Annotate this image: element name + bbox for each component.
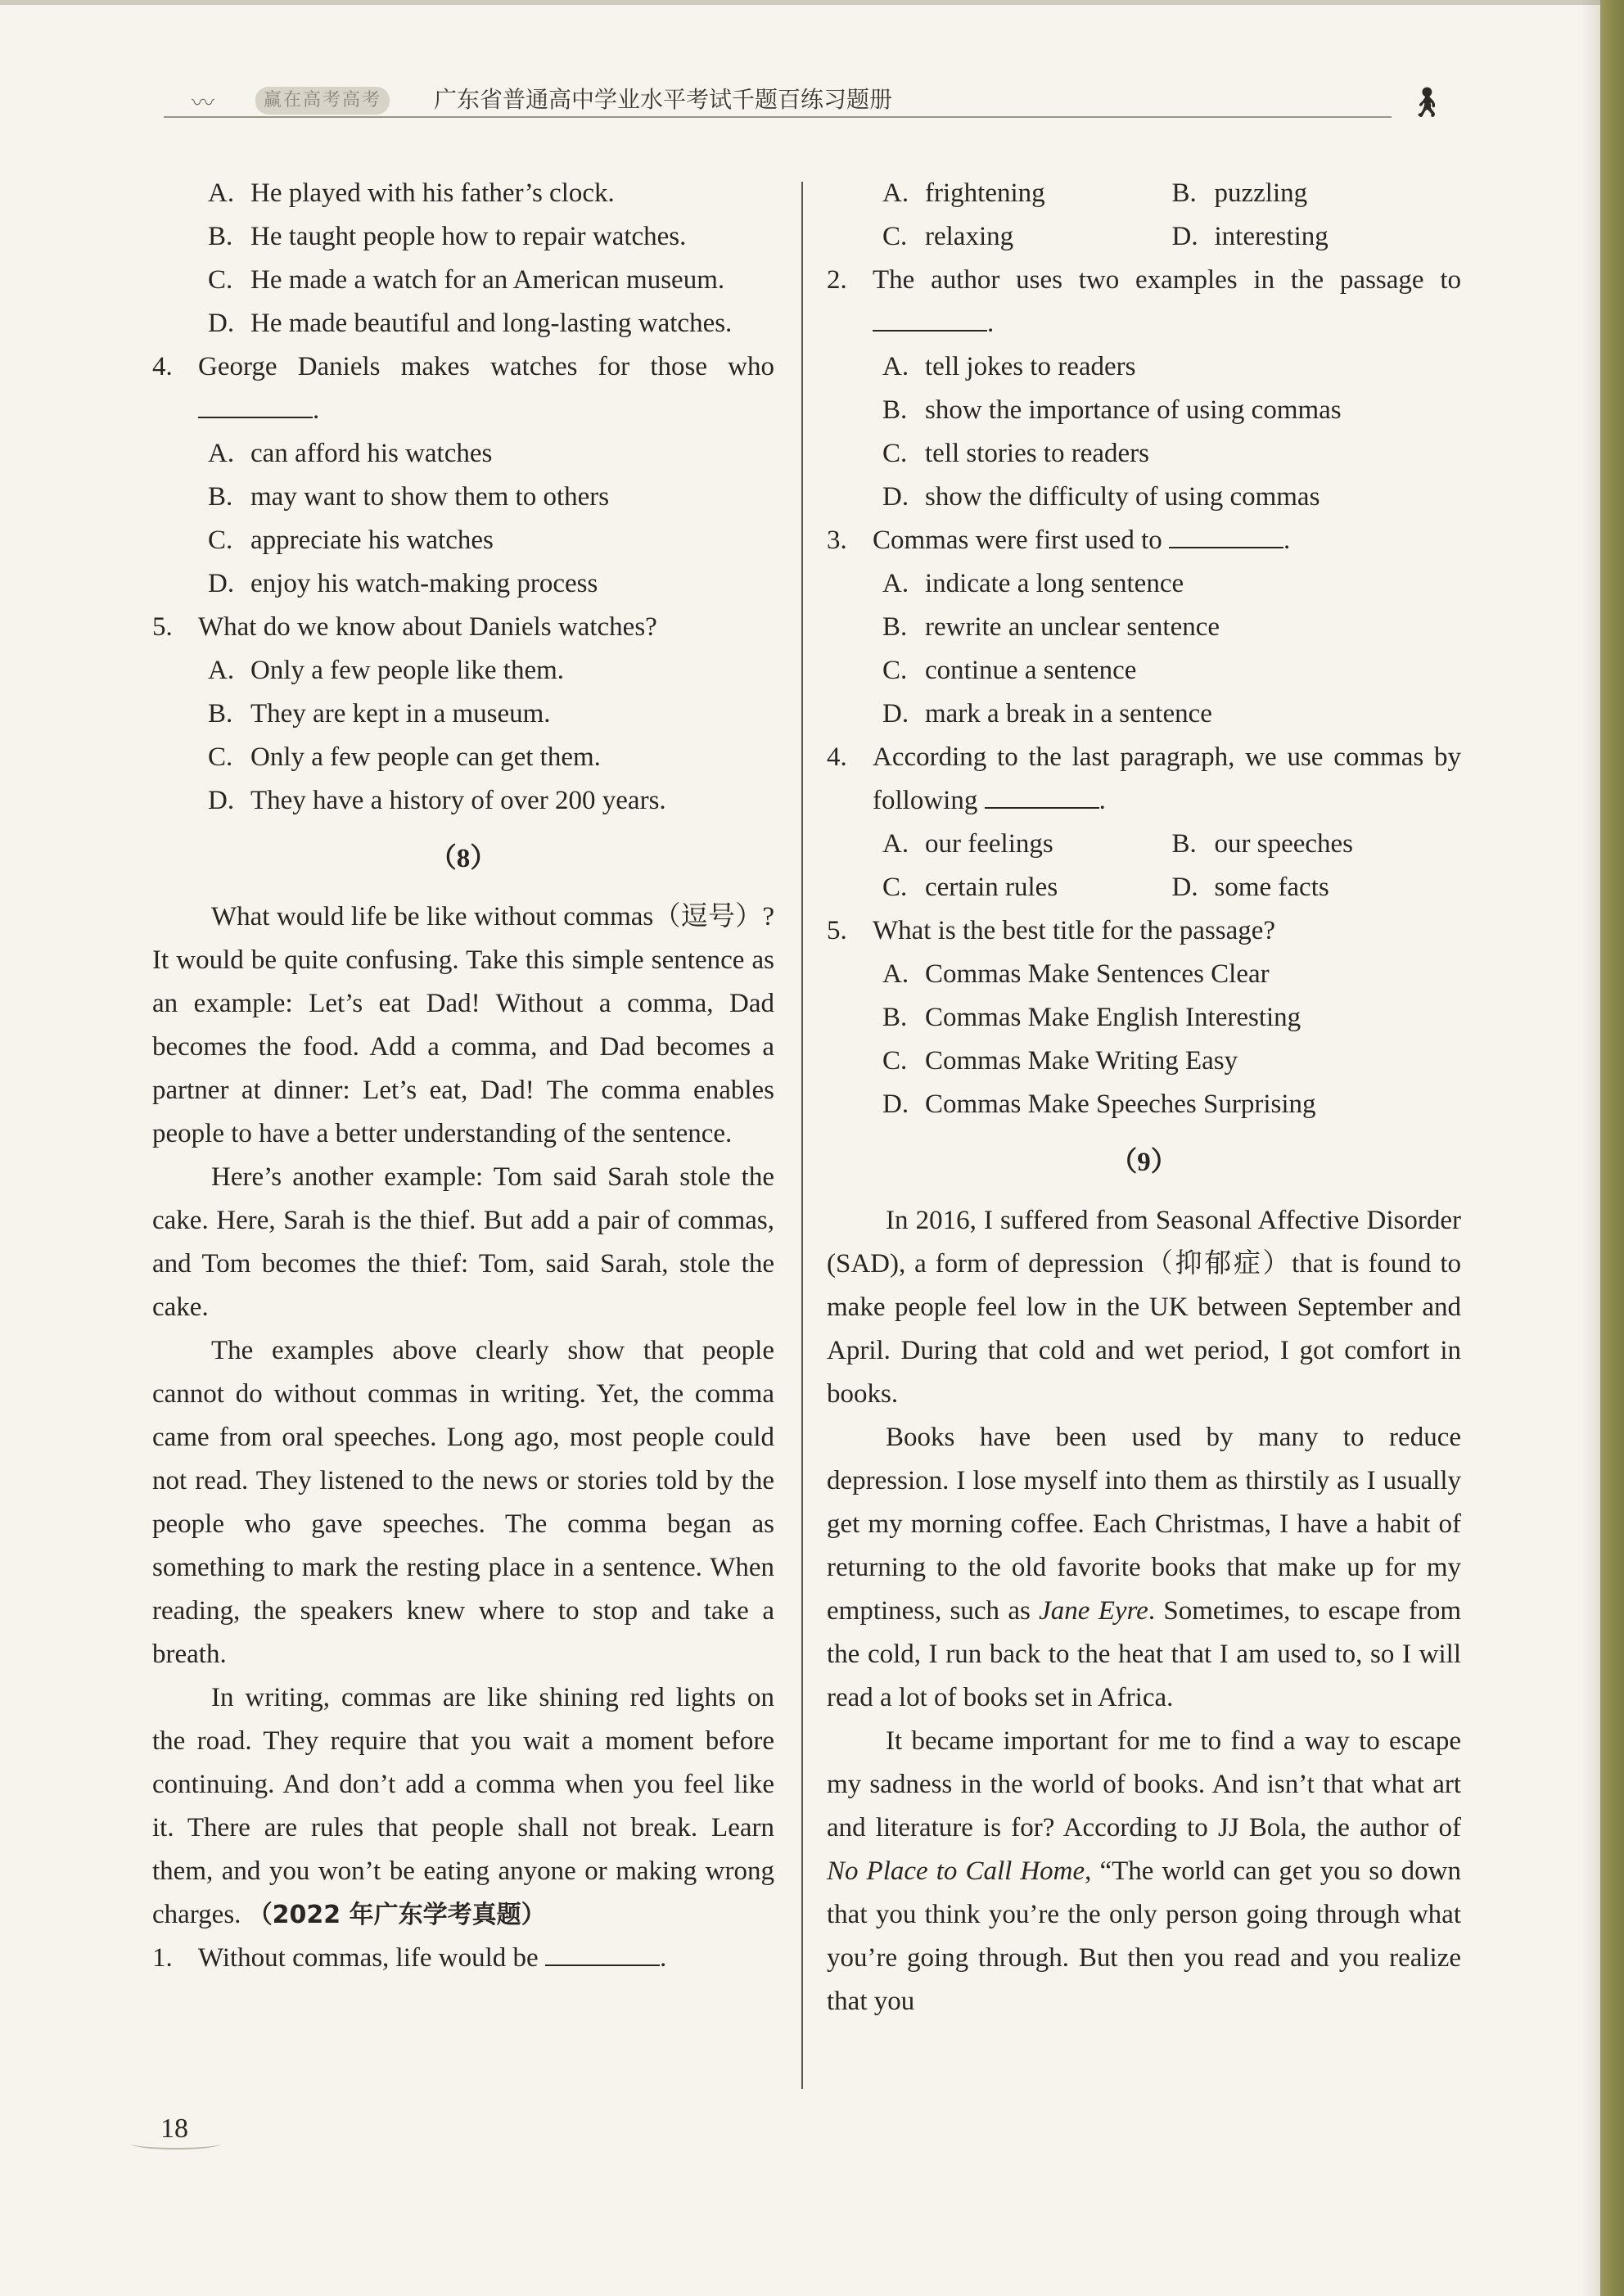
option: A. frightening — [882, 178, 1045, 208]
question-4: 4. According to the last paragraph, we use commas by following . — [827, 742, 1461, 815]
option: D. mark a break in a sentence — [882, 699, 1212, 728]
option: B. They are kept in a museum. — [208, 699, 551, 728]
running-header — [164, 85, 1490, 134]
question-2: 2. The author uses two examples in the passage to . — [827, 265, 1461, 338]
option: D. interesting — [1171, 222, 1329, 251]
passage-paragraph: In 2016, I suffered from Seasonal Affective Disorder (SAD), a form of depression（抑郁症）that is found to make people feel low in the UK between September and April. During that cold and wet period, I got comfort in books. — [827, 1206, 1461, 1409]
question-5: 5. What do we know about Daniels watches? — [152, 612, 657, 642]
column-divider — [801, 182, 803, 2089]
section-heading-9: （9） — [1110, 1148, 1178, 1177]
option: B. rewrite an unclear sentence — [882, 612, 1220, 642]
option: A. Only a few people like them. — [208, 656, 565, 685]
option: D. Commas Make Speeches Surprising — [882, 1089, 1316, 1119]
book-title: Jane Eyre — [1039, 1596, 1148, 1626]
people-icon: 🚶︎ — [1408, 86, 1446, 120]
question-3: 3. Commas were first used to . — [827, 526, 1291, 555]
option: B. our speeches — [1171, 829, 1354, 859]
header-rule — [164, 116, 1392, 118]
passage-paragraph: It became important for me to find a way to escape my sadness in the world of books. And isn’t that what art and literature is for? According to JJ Bola, the author of No Place to Call Home, “The world can get you so down that you think you’re the only person going through what you’re going through. But then you read and you realize that you — [827, 1726, 1461, 2016]
source-note: （2022 年广东学考真题） — [247, 1901, 546, 1929]
right-column — [827, 172, 1461, 2023]
bird-logo-icon: 〰 — [192, 89, 215, 116]
header-title: 广东省普通高中学业水平考试千题百练习题册 — [434, 86, 893, 113]
page-number: 18 — [160, 2113, 188, 2144]
book-spine — [1600, 0, 1624, 2296]
option: D. enjoy his watch-making process — [208, 569, 598, 598]
answer-blank — [198, 394, 313, 418]
option: A. tell jokes to readers — [882, 352, 1136, 381]
option: C. continue a sentence — [882, 656, 1137, 685]
option: C. He made a watch for an American museum. — [208, 265, 725, 295]
page-number-ornament — [131, 2138, 221, 2149]
option-row — [882, 823, 1461, 866]
answer-blank — [985, 784, 1099, 809]
option: B. puzzling — [1171, 178, 1308, 208]
question-5: 5. What is the best title for the passage? — [827, 916, 1276, 945]
option-row — [882, 215, 1461, 259]
question-1: 1. Without commas, life would be . — [152, 1943, 667, 1973]
option: A. indicate a long sentence — [882, 569, 1184, 598]
passage-paragraph: In writing, commas are like shining red lights on the road. They require that you wait a moment before continuing. And don’t add a comma when you feel like it. There are rules that people shall not break. Learn them, and you won’t be eating anyone or making wrong charges. （2022 年广东学考真题） — [152, 1683, 774, 1929]
page-top-edge — [0, 0, 1600, 5]
option: C. certain rules — [882, 873, 1058, 902]
passage-paragraph: Books have been used by many to reduce depression. I lose myself into them as thirstily as I usually get my morning coffee. Each Christmas, I have a habit of returning to the old favorite books that make up for my emptiness, such as Jane Eyre. Sometimes, to escape from the cold, I run back to the heat that I am used to, so I will read a lot of books set in Africa. — [827, 1423, 1461, 1712]
option: D. He made beautiful and long-lasting watches. — [208, 309, 733, 338]
passage-paragraph: What would life be like without commas（逗号）? It would be quite confusing. Take this simple sentence as an example: Let’s eat Dad! Without a comma, Dad becomes the food. Add a comma, and Dad becomes a partner at dinner: Let’s eat, Dad! The comma enables people to have a better understanding of the sentence. — [152, 902, 774, 1148]
option: A. our feelings — [882, 829, 1053, 859]
option: C. tell stories to readers — [882, 439, 1149, 468]
answer-blank — [1169, 524, 1283, 548]
question-4: 4. George Daniels makes watches for those who . — [152, 352, 774, 425]
book-title: No Place to Call Home — [827, 1856, 1085, 1886]
option: C. Commas Make Writing Easy — [882, 1046, 1238, 1076]
passage-paragraph: The examples above clearly show that people cannot do without commas in writing. Yet, the comma came from oral speeches. Long ago, most people could not read. They listened to the news or stories told by the people who gave speeches. The comma began as something to mark the resting place in a sentence. When reading, the speakers knew where to stop and take a breath. — [152, 1336, 774, 1669]
option: B. Commas Make English Interesting — [882, 1003, 1301, 1032]
option-row — [882, 172, 1461, 215]
option: A. He played with his father’s clock. — [208, 178, 615, 208]
option: D. some facts — [1171, 873, 1329, 902]
option: A. Commas Make Sentences Clear — [882, 959, 1270, 989]
answer-blank — [873, 307, 987, 332]
option: A. can afford his watches — [208, 439, 493, 468]
option: D. show the difficulty of using commas — [882, 482, 1320, 512]
passage-paragraph: Here’s another example: Tom said Sarah stole the cake. Here, Sarah is the thief. But add a pair of commas, and Tom becomes the thief: Tom, said Sarah, stole the cake. — [152, 1162, 774, 1322]
section-heading-8: （8） — [429, 844, 498, 873]
brand-badge: 赢在高考高考 — [255, 87, 390, 115]
option: B. may want to show them to others — [208, 482, 610, 512]
spine-shadow — [1581, 0, 1600, 2296]
answer-blank — [545, 1942, 660, 1966]
option: C. relaxing — [882, 222, 1014, 251]
option: C. appreciate his watches — [208, 526, 494, 555]
left-column — [152, 172, 774, 1980]
option: B. show the importance of using commas — [882, 395, 1342, 425]
option-row — [882, 866, 1461, 909]
option: C. Only a few people can get them. — [208, 742, 601, 772]
option: B. He taught people how to repair watches. — [208, 222, 687, 251]
option: D. They have a history of over 200 years. — [208, 786, 666, 815]
